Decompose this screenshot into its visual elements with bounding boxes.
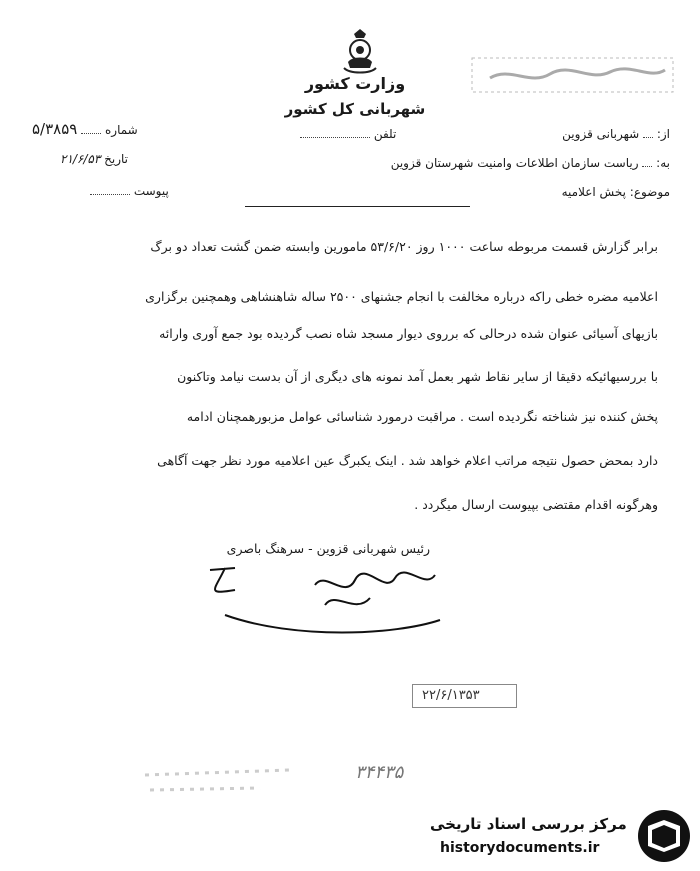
body-line: برابر گزارش قسمت مربوطه ساعت ۱۰۰۰ روز ۵۳/۶/۲۰ مامورین وابسته ضمن گشت تعداد دو برگ — [150, 239, 658, 254]
body-line: وهرگونه اقدام مقتضی بپیوست ارسال میگردد . — [414, 497, 658, 512]
signatory-title: رئیس شهربانی قزوین - سرهنگ باصری — [226, 541, 430, 556]
archive-url: historydocuments.ir — [440, 840, 600, 856]
attachment-label: پیوست — [133, 184, 169, 198]
body-line: پخش کننده نیز شناخته نگردیده است . مراقبت درمورد شناسائی عوامل مزبورهمچنان ادامه — [186, 409, 658, 424]
body-line: با بررسیهائیکه دقیقا از سایر نقاط شهر بعمل آمد نمونه های دیگری از آن بدست نیامد وتاکنون — [177, 369, 658, 384]
subject-value: پخش اعلامیه — [561, 185, 626, 199]
from-label: از: — [656, 127, 670, 141]
phone-label: تلفن — [373, 127, 397, 141]
archive-logo-icon — [636, 808, 692, 864]
body-line: بازیهای آسیائی عنوان شده درحالی که برروی دیوار مسجد شاه نصب گردیده بود جمع آوری وارائه — [159, 326, 658, 341]
ministry-title: وزارت کشور — [304, 74, 406, 93]
to-field — [391, 156, 670, 170]
subject-field — [562, 185, 670, 199]
number-value: ۵/۳۸۵۹ — [32, 120, 78, 138]
received-date-stamp — [412, 684, 517, 708]
archive-name: مرکز بررسی اسناد تاریخی — [430, 815, 627, 833]
stamp-number: ۳۴۴۳۵ — [355, 762, 404, 783]
attachment-field — [90, 184, 169, 198]
lion-and-sun-emblem-icon — [340, 28, 380, 76]
handwritten-signature — [195, 560, 455, 645]
faded-stamp — [470, 56, 675, 94]
date-value: ۲۱/۶/۵۳ — [60, 152, 101, 166]
to-value: ریاست سازمان اطلاعات وامنیت شهرستان قزوین — [390, 156, 639, 170]
date-field — [60, 152, 128, 166]
to-label: به: — [656, 156, 670, 170]
date-label: تاریخ — [104, 152, 129, 166]
phone-field — [300, 127, 396, 141]
from-value: شهربانی قزوین — [562, 127, 640, 141]
faded-scan-marks — [140, 755, 300, 805]
header-divider — [245, 206, 470, 207]
department-title: شهربانی کل کشور — [284, 100, 426, 118]
number-label: شماره — [105, 123, 138, 137]
number-field — [32, 120, 138, 138]
body-line: دارد بمحض حصول نتیجه مراتب اعلام خواهد شد . اینک یکبرگ عین اعلامیه مورد نظر جهت آگاهی — [157, 453, 658, 468]
received-date-value: ۲۲/۶/۱۳۵۳ — [422, 688, 480, 703]
subject-label: موضوع: — [629, 185, 670, 199]
from-field — [562, 127, 670, 141]
body-line: اعلامیه مضره خطی راکه درباره مخالفت با انجام جشنهای ۲۵۰۰ ساله شاهنشاهی وهمچنین برگزاری — [145, 289, 658, 304]
